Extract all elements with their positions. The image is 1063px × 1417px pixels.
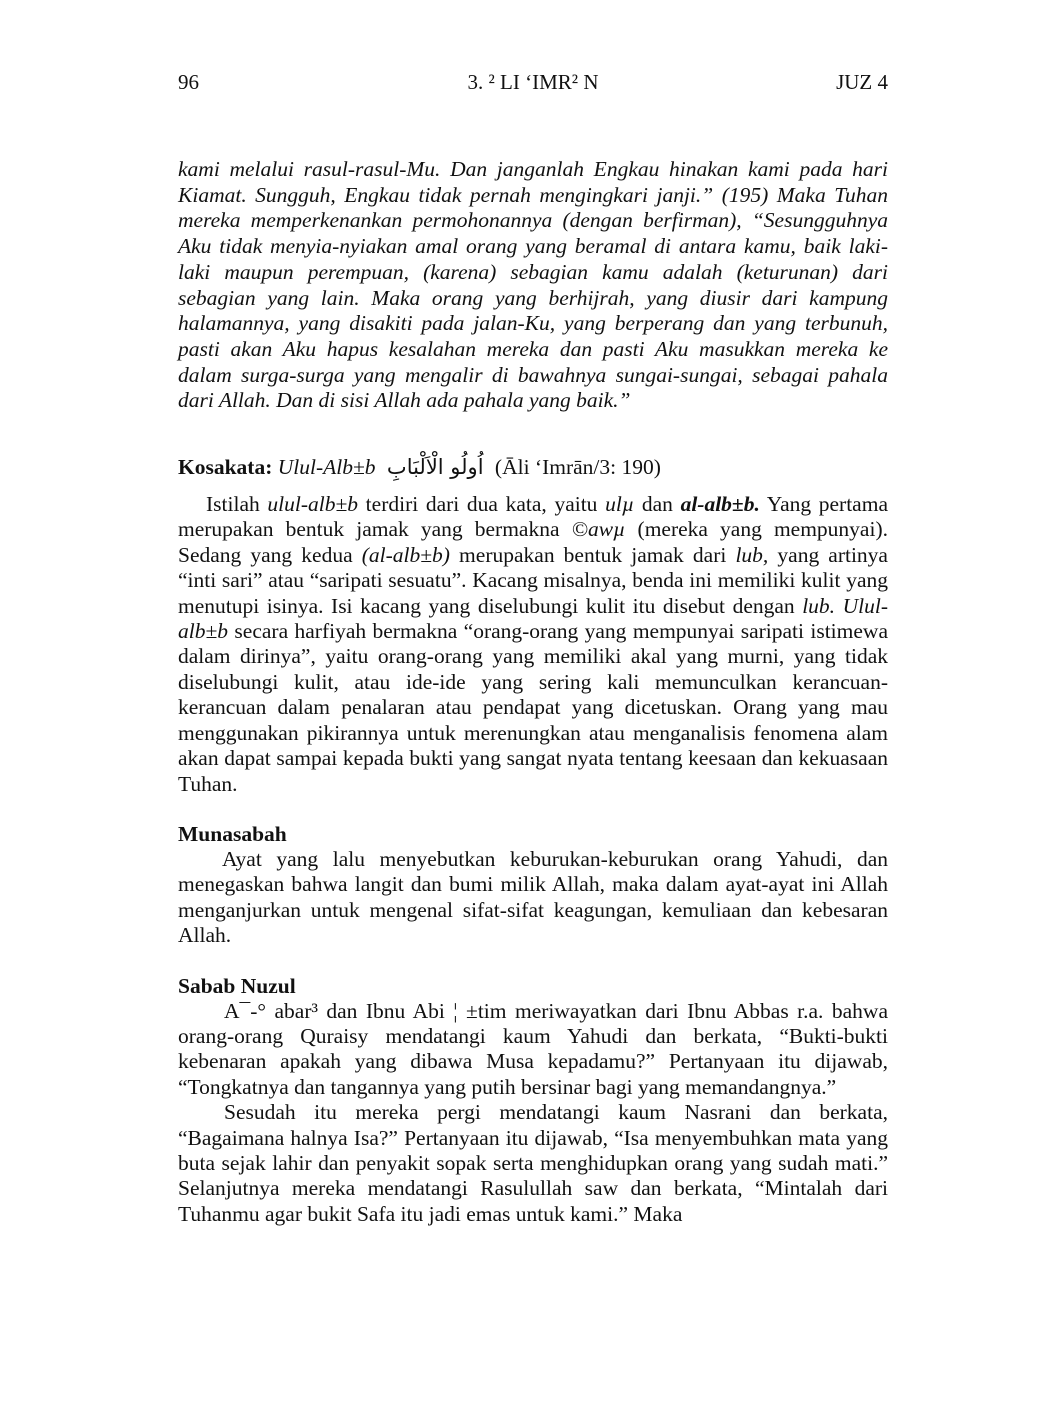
kosakata-term: Ulul-Alb±b — [277, 455, 376, 480]
kosakata-segment: Ulul-alb±b — [178, 593, 888, 644]
kosakata-segment: al-alb±b. — [680, 492, 760, 517]
verse-translation: kami melalui rasul-rasul-Mu. Dan janganlah Engkau hinakan kami pada hari Kiamat. Sungguh, Engkau tidak pernah mengingkari janji.” (195) Maka Tuhan mereka memperkenankan permohonannya (dengan berfirman), “Sesungguhnya Aku tidak menyia-nyiakan amal orang yang beramal di antara kamu, baik laki-laki maupun perempuan, (karena) sebagian kamu adalah (keturunan) dari sebagian yang lain. Maka orang yang berhijrah, yang diusir dari kampung halamannya, yang disakiti pada jalan-Ku, yang berperang dan yang terbunuh, pasti akan Aku hapus kesalahan mereka dan pasti Aku masukkan mereka ke dalam surga-surga yang mengalir di bawahnya sungai-sungai, sebagai pahala dari Allah. Dan di sisi Allah ada pahala yang baik.” — [178, 157, 888, 413]
kosakata-segment: Istilah — [206, 492, 268, 517]
kosakata-arabic: اُولُو الْاَلْبَابِ — [386, 455, 484, 480]
kosakata-segment: terdiri dari dua kata, yaitu — [358, 492, 606, 517]
kosakata-segment: ©awµ — [571, 517, 626, 542]
kosakata-segment: merupakan bentuk jamak dari — [449, 542, 736, 567]
kosakata-line — [178, 452, 888, 482]
page-header — [178, 70, 888, 100]
kosakata-segment: lub. — [802, 593, 836, 618]
kosakata-segment — [835, 594, 843, 618]
running-title-juz: JUZ 4 — [836, 70, 888, 94]
sabab-nuzul-paragraph-2: Sesudah itu mereka pergi mendatangi kaum Nasrani dan berkata, “Bagaimana halnya Isa?” Pertanyaan itu dijawab, “Isa menyembuhkan mata yang buta sejak lahir dan penyakit sopak serta menghidupkan orang yang sudah mati.” Selanjutnya mereka mendatangi Rasulullah saw dan berkata, “Mintalah dari Tuhanmu agar bukit Safa itu jadi emas untuk kami.” Maka — [178, 1100, 888, 1226]
page-body — [178, 157, 888, 1227]
kosakata-segment: ulul-alb±b — [267, 492, 359, 517]
kosakata-segment: Yang pertama merupakan bentuk jamak yang bermakna — [178, 492, 888, 542]
kosakata-label: Kosakata: — [178, 455, 273, 480]
munasabah-heading: Munasabah — [178, 821, 287, 846]
kosakata-segment: secara harfiyah bermakna “orang-orang yang mempunyai saripati istimewa dalam dirinya”, yaitu orang-orang yang memiliki akal yang murni, yang tidak diselubungi kulit, atau ide-ide yang sering kali memunculkan kerancuan-kerancuan dalam penalaran atau pendapat yang dicetuskan. Orang yang mau menggunakan pikirannya untuk merenungkan atau menganalisis fenomena alam akan dapat sampai kepada bukti yang sangat nyata tentang keesaan dan kekuasaan Tuhan. — [178, 619, 888, 796]
sabab-nuzul-heading: Sabab Nuzul — [178, 973, 296, 998]
kosakata-segment: (al-alb±b) — [361, 542, 450, 567]
munasabah-paragraph: Ayat yang lalu menyebutkan keburukan-keburukan orang Yahudi, dan menegaskan bahwa langit dan bumi milik Allah, maka dalam ayat-ayat ini Allah menganjurkan untuk mengenal sifat-sifat keagungan, kemuliaan dan kebesaran Allah. — [178, 846, 888, 948]
kosakata-segment: dan — [634, 492, 681, 517]
page-number: 96 — [178, 70, 199, 94]
kosakata-paragraph — [178, 492, 888, 797]
kosakata-segment: (mereka yang mempunyai). Sedang yang kedua — [178, 517, 888, 567]
sabab-nuzul-paragraph-1: A¯-° abar³ dan Ibnu Abi ¦ ±tim meriwayatkan dari Ibnu Abbas r.a. bahwa orang-orang Quraisy mendatangi kaum Yahudi dan berkata, “Bukti-bukti kebenaran apakah yang dibawa Musa kepadamu?” Pertanyaan itu dijawab, “Tongkatnya dan tangannya yang putih bersinar bagi yang memandangnya.” — [178, 998, 888, 1099]
kosakata-segment: ulµ — [605, 492, 635, 517]
kosakata-reference: (Āli ‘Imrān/3: 190) — [494, 455, 661, 480]
kosakata-segment: yang artinya “inti sari” atau “saripati sesuatu”. Kacang misalnya, benda ini memiliki kulit yang menutupi isinya. Isi kacang yang diselubungi kulit itu disebut dengan — [178, 542, 888, 618]
running-title-sura: 3. ² LI ‘IMR² N — [467, 70, 599, 94]
kosakata-segment: lub, — [735, 542, 769, 567]
